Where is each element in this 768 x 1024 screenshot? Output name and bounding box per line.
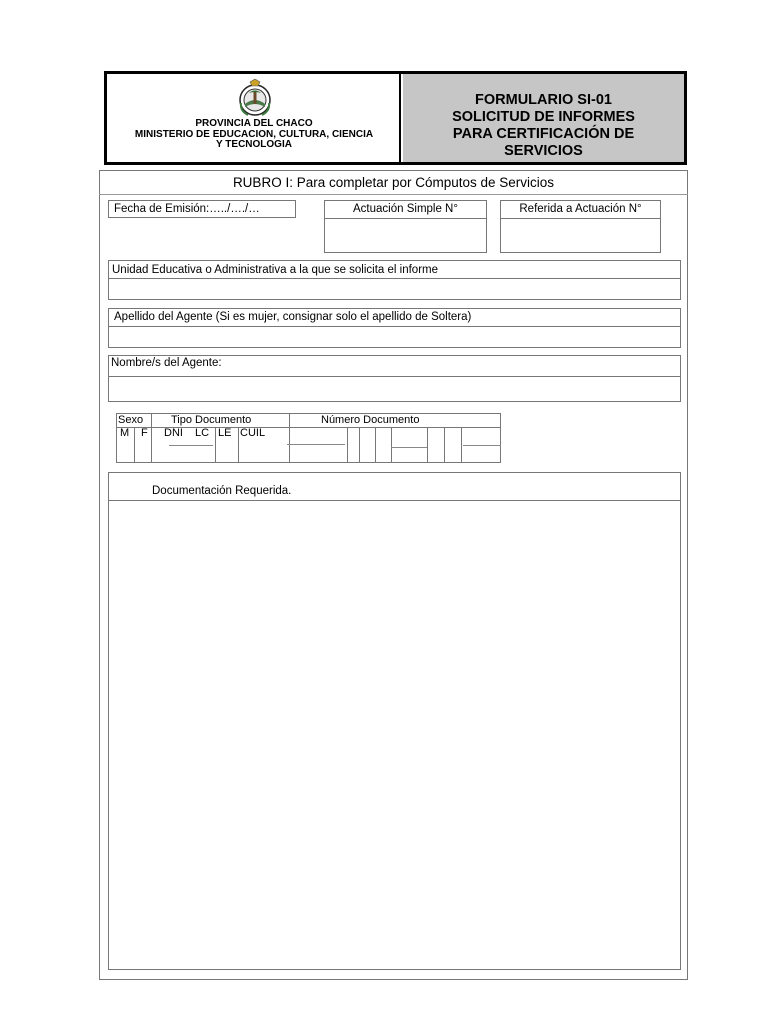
doc-num-sep-4 bbox=[391, 427, 392, 462]
documentacion-box bbox=[108, 472, 681, 970]
tipo-option-dni[interactable]: DNI bbox=[164, 427, 183, 439]
documentacion-label: Documentación Requerida. bbox=[152, 485, 292, 497]
doc-num-sep-1 bbox=[347, 427, 348, 462]
doc-col-sep-lc bbox=[215, 427, 216, 462]
sexo-header: Sexo bbox=[118, 414, 144, 426]
doc-col-sep-tipo bbox=[289, 414, 290, 462]
doc-col-sep-sexo bbox=[151, 414, 152, 462]
referida-actuacion-label: Referida a Actuación N° bbox=[519, 203, 642, 215]
unidad-educativa-input[interactable] bbox=[109, 279, 680, 299]
tipo-option-lc[interactable]: LC bbox=[195, 427, 210, 439]
document-table bbox=[116, 413, 501, 463]
referida-actuacion-input[interactable] bbox=[501, 219, 660, 252]
doc-dash-1 bbox=[169, 445, 213, 446]
sexo-option-f[interactable]: F bbox=[141, 427, 148, 439]
sexo-option-m[interactable]: M bbox=[120, 427, 130, 439]
numero-documento-header: Número Documento bbox=[321, 414, 420, 426]
doc-dash-4 bbox=[463, 445, 501, 446]
doc-dash-2 bbox=[287, 444, 345, 445]
nombre-agente-box bbox=[108, 355, 681, 402]
documentacion-input[interactable] bbox=[109, 501, 680, 969]
form-title-line1: FORMULARIO SI-01 bbox=[475, 92, 612, 108]
apellido-agente-box bbox=[108, 308, 681, 348]
form-title-line2: SOLICITUD DE INFORMES bbox=[452, 109, 635, 125]
doc-num-sep-3 bbox=[375, 427, 376, 462]
org-province-name: PROVINCIA DEL CHACO bbox=[195, 118, 313, 129]
unidad-educativa-box bbox=[108, 260, 681, 300]
actuacion-simple-input[interactable] bbox=[325, 219, 486, 252]
org-ministry-name: MINISTERIO DE EDUCACION, CULTURA, CIENCIA bbox=[134, 129, 374, 140]
apellido-agente-input[interactable] bbox=[109, 327, 680, 347]
doc-num-sep-5 bbox=[427, 427, 428, 462]
doc-num-sep-6 bbox=[444, 427, 445, 462]
fecha-emision-label: Fecha de Emisión:…../…./… bbox=[114, 203, 260, 215]
doc-dash-3 bbox=[391, 447, 427, 448]
form-header bbox=[104, 71, 687, 165]
actuacion-simple-label: Actuación Simple N° bbox=[353, 203, 458, 215]
nombre-agente-label: Nombre/s del Agente: bbox=[111, 357, 222, 369]
header-title-panel bbox=[403, 74, 684, 162]
doc-num-sep-7 bbox=[461, 427, 462, 462]
header-organization-panel bbox=[107, 74, 401, 162]
fecha-emision-field[interactable] bbox=[108, 200, 296, 218]
tipo-documento-header: Tipo Documento bbox=[171, 414, 252, 426]
referida-actuacion-box bbox=[500, 200, 661, 253]
unidad-educativa-label: Unidad Educativa o Administrativa a la que se solicita el informe bbox=[112, 264, 439, 276]
tipo-option-le[interactable]: LE bbox=[218, 427, 232, 439]
form-title-line3: PARA CERTIFICACIÓN DE bbox=[452, 126, 635, 142]
rubro-title: RUBRO I: Para completar por Cómputos de Servicios bbox=[232, 175, 555, 190]
actuacion-simple-box bbox=[324, 200, 487, 253]
nombre-agente-input[interactable] bbox=[109, 377, 680, 401]
doc-num-sep-2 bbox=[359, 427, 360, 462]
province-seal-icon bbox=[238, 79, 272, 117]
doc-col-sep-mf bbox=[134, 427, 135, 462]
form-title-line4: SERVICIOS bbox=[504, 143, 583, 159]
tipo-option-cuil[interactable]: CUIL bbox=[240, 427, 266, 439]
org-ministry-name-cont: Y TECNOLOGIA bbox=[216, 139, 292, 150]
apellido-agente-label: Apellido del Agente (Si es mujer, consignar solo el apellido de Soltera) bbox=[114, 311, 472, 323]
rubro-title-divider bbox=[99, 194, 688, 195]
doc-col-sep-cuil bbox=[238, 427, 239, 462]
